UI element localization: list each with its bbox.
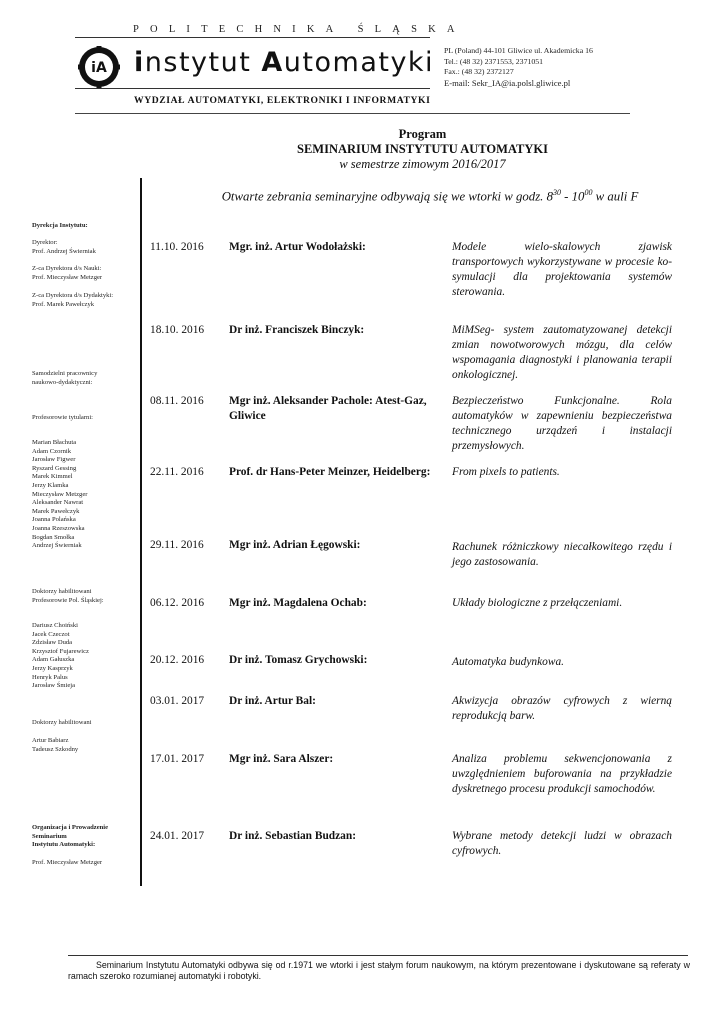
contact-address: PL (Poland) 44-101 Gliwice ul. Akademicka 16	[444, 46, 593, 55]
footer-rule	[68, 955, 688, 956]
sidebar-independent-staff: Samodzielni pracownicy naukowo-dydaktyczni:	[32, 370, 98, 386]
seminar-speaker: Mgr inż. Magdalena Ochab:	[229, 597, 367, 609]
sidebar-habilitated-label: Doktorzy habilitowani Profesorowie Pol. Śląskiej:	[32, 588, 104, 604]
sidebar-professors-list: Marian Błachuta Adam Czornik Jarosław Figwer Ryszard Gessing Marek Kimmel Jerzy Klamka Mieczysław Metzger Aleksander Nawrat Marek Pawełczyk Joanna Polańska Joanna Rzeszowska Bogdan Smołka Andrzej Świerniak	[32, 439, 88, 550]
vertical-divider	[140, 178, 142, 886]
sidebar-director: Dyrektor: Prof. Andrzej Świerniak	[32, 239, 96, 255]
sidebar-heading: Dyrekcja Instytutu:	[32, 222, 88, 229]
contact-tel: Tel.: (48 32) 2371553, 2371051	[444, 56, 544, 66]
footer-note: Seminarium Instytutu Automatyki odbywa się od r.1971 we wtorki i jest stałym forum naukowym, na którym prezentowane i dyskutowane są referaty w ramach szeroko rozumianej automatyki i robotyki.	[68, 960, 690, 982]
faculty-name: WYDZIAŁ AUTOMATYKI, ELEKTRONIKI I INFORMATYKI	[134, 95, 431, 106]
header-mid-rule	[75, 88, 430, 89]
sidebar-professors-label: Profesorowie tytularni:	[32, 414, 93, 421]
seminar-topic: MiMSeg- system zautomatyzowanej detekcji zmian nowotworowych mózgu, dla celów wspomagania diagnostyki i planowania terapii onkologicznej.	[452, 324, 672, 381]
seminar-topic: Modele wielo-skalowych zjawisk transportowych wykorzystywane w procesie ko-symulacji dla projektowania systemów sterowania.	[452, 241, 672, 298]
header-top-rule	[75, 37, 430, 38]
contact-email: E-mail: Sekr_IA@ia.polsl.gliwice.pl	[444, 77, 571, 88]
meeting-info: Otwarte zebrania seminaryjne odbywają się we wtorki w godz. $8^{30} - 10^{00}$ w auli F	[221, 188, 639, 204]
sidebar-habilitated-others-list: Artur Babiarz Tadeusz Szkodny	[32, 737, 79, 753]
program-title	[140, 127, 705, 172]
seminar-speaker: Mgr inż. Sara Alszer:	[229, 753, 334, 765]
seminar-date: 22.11. 2016	[150, 466, 204, 478]
seminar-date: 08.11. 2016	[150, 395, 204, 407]
seminar-speaker: Mgr. inż. Artur Wodołażski:	[229, 241, 366, 253]
title-seminar: SEMINARIUM INSTYTUTU AUTOMATYKI	[297, 142, 548, 156]
seminar-topic: Układy biologiczne z przełączeniami.	[452, 597, 623, 609]
seminar-topic: From pixels to patients.	[452, 466, 560, 478]
seminar-topic: Rachunek różniczkowy niecałkowitego rzędu i jego zastosowania.	[452, 541, 672, 568]
seminar-speaker: Mgr inż. Aleksander Pachole: Atest-Gaz, Gliwice	[229, 395, 427, 422]
sidebar-organization: Organizacja i Prowadzenie Seminarium Instytutu Automatyki:	[32, 824, 109, 849]
logo-text: iA	[91, 60, 107, 76]
seminar-date: 24.01. 2017	[150, 830, 205, 842]
seminar-date: 20.12. 2016	[150, 654, 205, 666]
seminar-topic: Bezpieczeństwo Funkcjonalne. Rola automatyków w zapewnieniu bezpieczeństwa technicznego urządzeń i instalacji przemysłowych.	[452, 395, 672, 452]
sidebar-direction	[32, 222, 140, 231]
university-name: POLITECHNIKA ŚLĄSKA	[133, 24, 466, 35]
seminar-date: 29.11. 2016	[150, 539, 204, 551]
sidebar-deputy-teaching: Z-ca Dyrektora d/s Dydaktyki: Prof. Marek Pawełczyk	[32, 292, 114, 308]
seminar-date: 11.10. 2016	[150, 241, 204, 253]
seminar-topic: Wybrane metody detekcji ludzi w obrazach cyfrowych.	[452, 830, 672, 857]
seminar-topic: Automatyka budynkowa.	[452, 656, 564, 668]
seminar-speaker: Dr inż. Artur Bal:	[229, 695, 316, 707]
institute-logo-icon	[78, 46, 120, 88]
seminar-speaker: Dr inż. Sebastian Budzan:	[229, 830, 357, 842]
seminar-speaker: Dr inż. Franciszek Binczyk:	[229, 324, 365, 336]
title-program: Program	[398, 127, 447, 141]
contact-fax: Fax.: (48 32) 2372127	[444, 67, 514, 77]
contact-block	[444, 46, 593, 88]
seminar-topic: Akwizycja obrazów cyfrowych z wierną reprodukcją barw.	[452, 695, 672, 722]
seminar-date: 06.12. 2016	[150, 597, 205, 609]
seminar-speaker: Mgr inż. Adrian Łęgowski:	[229, 539, 361, 551]
seminar-topic: Analiza problemu sekwencjonowania z uwzględnieniem buforowania na przykładzie dyskretnego procesu produkcji samochodów.	[452, 753, 672, 795]
seminar-speaker: Prof. dr Hans-Peter Meinzer, Heidelberg:	[229, 466, 431, 478]
seminar-date: 18.10. 2016	[150, 324, 205, 336]
institute-name: instytut Automatyki	[134, 47, 435, 78]
title-semester: w semestrze zimowym 2016/2017	[339, 157, 506, 171]
sidebar-habilitated-list: Dariusz Choiński Jacek Czeczot Zdzisław Duda Krzysztof Fujarewicz Adam Gałuszka Jerzy Kasprzyk Henryk Palus Jarosław Śmieja	[32, 622, 89, 690]
seminar-speaker: Dr inż. Tomasz Grychowski:	[229, 654, 368, 666]
sidebar-deputy-science: Z-ca Dyrektora d/s Nauki: Prof. Mieczysław Metzger	[32, 265, 103, 281]
seminar-date: 03.01. 2017	[150, 695, 205, 707]
sidebar-organizer: Prof. Mieczysław Metzger	[32, 859, 103, 866]
seminar-date: 17.01. 2017	[150, 753, 205, 765]
sidebar-habilitated-others-label: Doktorzy habilitowani	[32, 719, 92, 726]
header-bottom-rule	[75, 113, 630, 114]
